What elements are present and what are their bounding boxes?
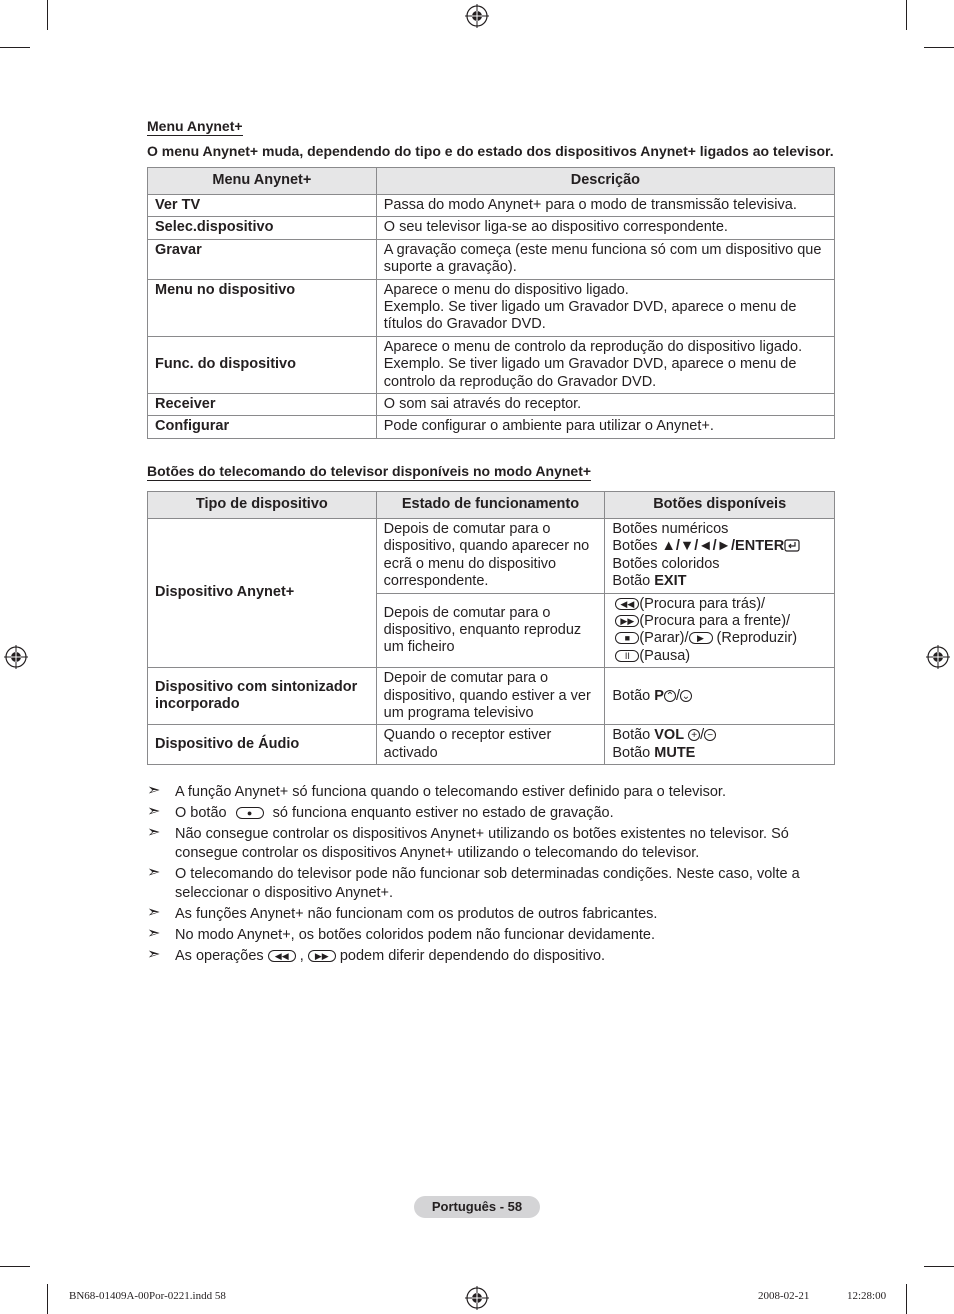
file-slug: BN68-01409A-00Por-0221.indd 58 [69,1290,226,1302]
note-arrow-icon: ➣ [147,823,161,841]
note-item [147,825,835,864]
note-arrow-icon: ➣ [147,945,161,963]
note-item: ➣ As operações ◀◀ , ▶▶ podem diferir dependendo do dispositivo. [147,945,606,964]
note-text: Não consegue controlar os dispositivos Anynet+ utilizando os botões existentes no televisor. Só consegue controlar os dispositivos Anynet+ utilizando o telecomando do televisor. [175,825,789,861]
crop-mark [0,1266,30,1267]
button-line: Botões coloridos [612,555,720,572]
note-item [147,804,835,823]
rewind-button-icon: ◀◀ [615,598,639,610]
note-arrow-icon: ➣ [147,782,161,799]
mute-key: MUTE [654,744,696,761]
button-prefix: Botão [612,687,655,704]
table-row [148,725,835,765]
note-item [147,865,835,904]
button-line [615,596,827,613]
exit-key: EXIT [654,573,687,590]
note-text: O telecomando do televisor pode não funcionar sob determinadas condições. Neste caso, volte a seleccionar o dispositivo Anynet+. [175,865,800,902]
menu-item-name: Menu no dispositivo [148,279,377,336]
available-buttons [605,519,835,594]
table-row [148,668,835,725]
column-header: Botões disponíveis [605,492,835,519]
notes-list [147,783,835,967]
button-line: Botão VOL + / − [612,727,827,744]
description-example: Exemplo. Se tiver ligado um Gravador DVD, aparece o menu de títulos do Gravador DVD. [383,299,797,333]
anynet-menu-table [147,167,835,439]
button-line [612,745,827,762]
button-line [615,630,827,647]
column-header: Tipo de dispositivo [148,492,377,519]
menu-item-name: Gravar [148,239,377,279]
note-text: A função Anynet+ só funciona quando o telecomando estiver definido para o televisor. [175,784,726,800]
pause-button-icon: II [615,650,639,662]
menu-item-name: Receiver [148,394,377,416]
note-arrow-icon: ➣ [147,904,161,921]
button-line [612,573,827,590]
operation-state: Depois de comutar para o dispositivo, enquanto reproduz um ficheiro [376,593,605,668]
note-arrow-icon: ➣ [147,863,161,881]
column-header: Estado de funcionamento [376,492,605,519]
table-row [148,519,835,594]
volume-up-icon: + [688,729,700,741]
menu-item-description [376,279,834,336]
channel-up-icon: ⌃ [665,690,675,702]
button-desc: (Procura para trás)/ [639,595,766,612]
volume-key: VOL [654,727,685,744]
available-buttons [605,725,835,765]
operation-state: Quando o receptor estiver activado [376,725,605,765]
button-prefix: Botão [612,744,655,761]
record-button-icon: ● [236,807,264,819]
note-text: só funciona enquanto estiver no estado de gravação. [272,804,614,821]
description-line: Aparece o menu de controlo da reprodução do dispositivo ligado. [383,338,803,355]
button-prefix: Botões [612,538,662,555]
registration-mark-icon [465,4,489,28]
operation-state: Depois de comutar para o dispositivo, quando aparecer no ecrã o menu do dispositivo correspondente. [376,519,605,594]
crop-mark [47,0,48,30]
table-row [148,195,835,217]
note-item [147,926,835,945]
registration-mark-icon [465,1286,489,1310]
note-text: O botão [175,804,227,821]
table-row [148,336,835,393]
crop-mark [924,47,954,48]
device-type: Dispositivo com sintonizador incorporado [148,668,377,725]
crop-mark [47,1284,48,1314]
button-prefix: Botão [612,573,655,590]
page-number-badge: Português - 58 [414,1196,540,1218]
menu-item-description: O som sai através do receptor. [376,394,834,416]
print-date: 2008-02-21 [758,1290,810,1302]
note-text: As funções Anynet+ não funcionam com os produtos de outros fabricantes. [175,906,658,922]
menu-item-description: O seu televisor liga-se ao dispositivo correspondente. [376,217,834,239]
note-text: No modo Anynet+, os botões coloridos podem não funcionar devidamente. [175,926,656,943]
table-header-row [148,492,835,519]
section-title-anynet-menu: Menu Anynet+ [147,118,243,134]
menu-item-description: Pode configurar o ambiente para utilizar o Anynet+. [376,416,834,438]
menu-item-name: Selec.dispositivo [148,217,377,239]
enter-icon [784,539,800,552]
button-desc: (Reproduzir) [716,630,798,647]
stop-button-icon: ■ [615,632,639,644]
crop-mark [924,1266,954,1267]
menu-item-description: Passa do modo Anynet+ para o modo de transmissão televisiva. [376,195,834,217]
remote-buttons-table [147,491,835,765]
table-row [148,416,835,438]
button-desc: (Parar)/ [639,630,689,647]
device-type: Dispositivo de Áudio [148,725,377,765]
button-line: Botões numéricos [612,521,729,537]
menu-item-description: A gravação começa (este menu funciona só com um dispositivo que suporte a gravação). [376,239,834,279]
registration-mark-icon [926,645,950,669]
table-header-row [148,168,835,195]
registration-mark-icon [4,645,28,669]
note-arrow-icon: ➣ [147,924,161,942]
button-desc: (Pausa) [639,647,691,664]
note-arrow-icon: ➣ [147,802,161,820]
table-row [148,394,835,416]
note-item [147,783,835,802]
button-line [612,538,827,555]
menu-item-name: Ver TV [148,195,377,217]
fast-forward-button-icon: ▶▶ [615,615,639,627]
description-example: Exemplo. Se tiver ligado um Gravador DVD, aparece o menu de controlo da reprodução do Gravador DVD. [383,356,797,390]
note-item [147,905,835,924]
table-row [148,217,835,239]
button-desc: (Procura para a frente)/ [639,613,791,630]
operation-state: Depoir de comutar para o dispositivo, quando estiver a ver um programa televisivo [376,668,605,725]
available-buttons: Botão P ⌃ / ⌄ [605,668,835,725]
menu-item-description [376,336,834,393]
button-line [615,613,827,630]
device-type: Dispositivo Anynet+ [148,519,377,668]
crop-mark [906,0,907,30]
table-row [148,279,835,336]
fast-forward-button-icon: ▶▶ [308,950,336,962]
crop-mark [0,47,30,48]
rewind-button-icon: ◀◀ [268,950,296,962]
note-text: podem diferir dependendo do dispositivo. [339,947,606,964]
play-button-icon: ▶ [689,632,713,644]
column-header: Menu Anynet+ [148,168,377,195]
available-buttons [605,593,835,668]
channel-key: P [654,687,664,704]
print-time: 12:28:00 [847,1290,887,1302]
channel-down-icon: ⌄ [681,690,691,702]
crop-mark [906,1284,907,1314]
table-row [148,239,835,279]
nav-arrows: ▲/▼/◄/►/ [661,538,736,555]
enter-key: ENTER [735,538,785,555]
menu-item-name: Configurar [148,416,377,438]
menu-item-name: Func. do dispositivo [148,336,377,393]
column-header: Descrição [376,168,834,195]
intro-text: O menu Anynet+ muda, dependendo do tipo e do estado dos dispositivos Anynet+ ligados ao televisor. [147,143,834,159]
volume-down-icon: − [704,729,716,741]
button-prefix: Botão [612,727,655,744]
note-text: As operações [175,947,264,964]
section-title-remote-buttons: Botões do telecomando do televisor disponíveis no modo Anynet+ [147,463,592,479]
button-line [615,648,827,665]
description-line: Aparece o menu do dispositivo ligado. [383,281,629,298]
